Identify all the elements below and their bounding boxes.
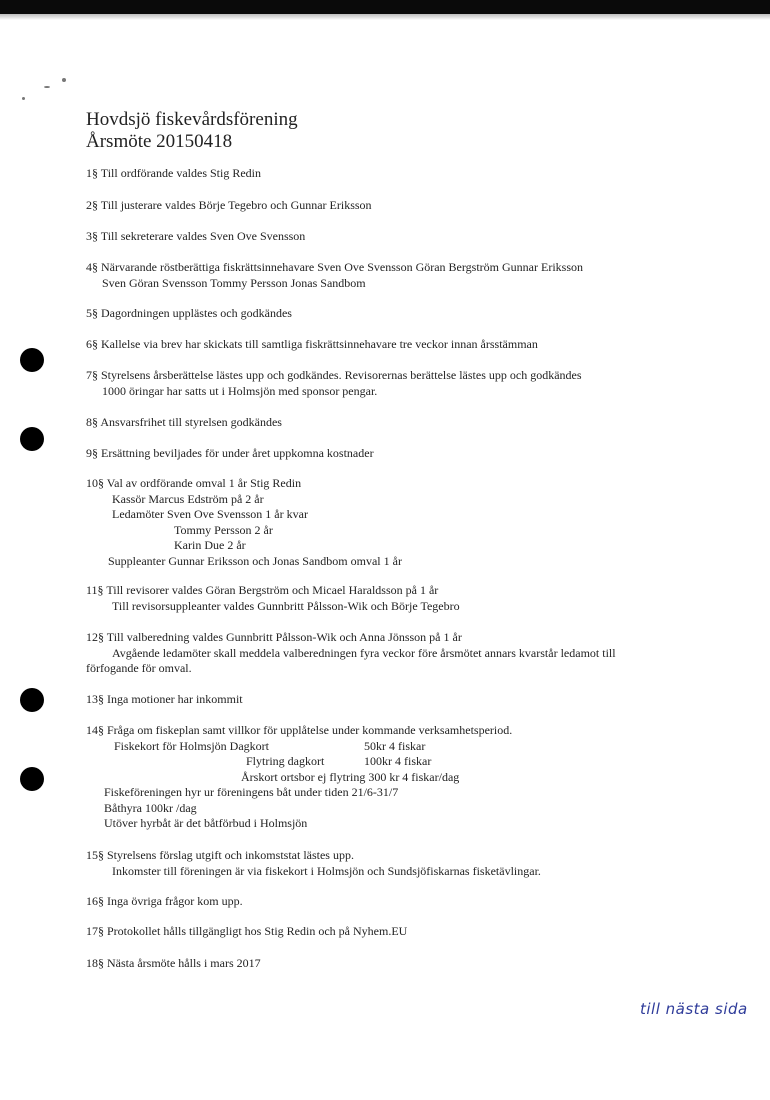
paragraph-4 bbox=[86, 260, 746, 291]
scan-speck bbox=[62, 78, 66, 82]
paragraph-15 bbox=[86, 848, 746, 879]
paragraph-line: 13§ Inga motioner har inkommit bbox=[86, 692, 243, 706]
price-row-label: Fiskekort för Holmsjön Dagkort bbox=[114, 738, 269, 753]
paragraph-16 bbox=[86, 894, 746, 910]
paragraph-12 bbox=[86, 630, 746, 677]
paragraph-line: Fiskeföreningen hyr ur föreningens båt under tiden 21/6-31/7 bbox=[104, 785, 399, 799]
paragraph-line: Båthyra 100kr /dag bbox=[104, 800, 197, 815]
paragraph-line: Kassör Marcus Edström på 2 år bbox=[112, 491, 264, 506]
continued-next-page-note: till nästa sida bbox=[640, 1000, 748, 1018]
paragraph-line: 2§ Till justerare valdes Börje Tegebro och Gunnar Eriksson bbox=[86, 198, 372, 212]
scan-top-shadow bbox=[0, 14, 770, 20]
paragraph-line: Utöver hyrbåt är det båtförbud i Holmsjön bbox=[104, 816, 308, 830]
meeting-title: Årsmöte 20150418 bbox=[86, 131, 233, 152]
paragraph-line: 6§ Kallelse via brev har skickats till samtliga fiskrättsinnehavare tre veckor innan årsstämman bbox=[86, 337, 538, 351]
paragraph-2 bbox=[86, 198, 746, 214]
paragraph-line: Ledamöter Sven Ove Svensson 1 år kvar bbox=[112, 507, 308, 521]
price-row-daycard bbox=[86, 739, 746, 755]
paragraph-line: Sven Göran Svensson Tommy Persson Jonas Sandbom bbox=[102, 275, 366, 290]
paragraph-7 bbox=[86, 368, 746, 399]
price-row-float-ring bbox=[86, 754, 746, 770]
paragraph-line: 1000 öringar har satts ut i Holmsjön med sponsor pengar. bbox=[102, 383, 378, 398]
scan-speck bbox=[44, 86, 50, 88]
paragraph-10 bbox=[86, 476, 746, 569]
paragraph-line: Karin Due 2 år bbox=[174, 538, 246, 552]
punch-hole bbox=[20, 767, 44, 791]
paragraph-9 bbox=[86, 446, 746, 462]
price-row-annual bbox=[86, 770, 746, 786]
scan-speck bbox=[22, 97, 25, 100]
paragraph-line: 11§ Till revisorer valdes Göran Bergström och Micael Haraldsson på 1 år bbox=[86, 583, 439, 597]
paragraph-6 bbox=[86, 337, 746, 353]
paragraph-17 bbox=[86, 924, 746, 940]
paragraph-3 bbox=[86, 229, 746, 245]
paragraph-line: 17§ Protokollet hålls tillgängligt hos Stig Redin och på Nyhem.EU bbox=[86, 924, 408, 938]
punch-hole bbox=[20, 348, 44, 372]
paragraph-line: 7§ Styrelsens årsberättelse lästes upp och godkändes. Revisorernas berättelse lästes upp och godkändes bbox=[86, 368, 582, 382]
paragraph-line: Tommy Persson 2 år bbox=[174, 522, 273, 537]
paragraph-line: Inkomster till föreningen är via fiskekort i Holmsjön och Sundsjöfiskarnas fisketävlingar. bbox=[112, 863, 541, 878]
paragraph-line: 5§ Dagordningen upplästes och godkändes bbox=[86, 306, 292, 320]
paragraph-8 bbox=[86, 415, 746, 431]
paragraph-line: 1§ Till ordförande valdes Stig Redin bbox=[86, 166, 261, 180]
paragraph-line: 8§ Ansvarsfrihet till styrelsen godkändes bbox=[86, 415, 282, 429]
paragraph-line: 4§ Närvarande röstberättiga fiskrättsinnehavare Sven Ove Svensson Göran Bergström Gunnar Eriksson bbox=[86, 260, 583, 274]
paragraph-line: Suppleanter Gunnar Eriksson och Jonas Sandbom omval 1 år bbox=[108, 553, 402, 568]
association-title: Hovdsjö fiskevårdsförening bbox=[86, 109, 298, 130]
scan-top-edge bbox=[0, 0, 770, 14]
paragraph-line: Till revisorsuppleanter valdes Gunnbritt Pålsson-Wik och Börje Tegebro bbox=[112, 598, 460, 613]
punch-hole bbox=[20, 427, 44, 451]
price-row-label: Flytring dagkort bbox=[246, 754, 325, 768]
paragraph-line: 3§ Till sekreterare valdes Sven Ove Svensson bbox=[86, 229, 306, 243]
paragraph-11 bbox=[86, 583, 746, 614]
paragraph-line: 12§ Till valberedning valdes Gunnbritt Pålsson-Wik och Anna Jönsson på 1 år bbox=[86, 630, 462, 644]
paragraph-line: 18§ Nästa årsmöte hålls i mars 2017 bbox=[86, 956, 261, 970]
price-row-value: 100kr 4 fiskar bbox=[364, 754, 432, 768]
punch-hole bbox=[20, 688, 44, 712]
price-row-value: 50kr 4 fiskar bbox=[364, 738, 426, 753]
paragraph-5 bbox=[86, 306, 746, 322]
paragraph-line: 16§ Inga övriga frågor kom upp. bbox=[86, 894, 243, 908]
paragraph-line: förfogande för omval. bbox=[86, 661, 192, 675]
paragraph-13 bbox=[86, 692, 746, 708]
paragraph-14 bbox=[86, 723, 746, 832]
price-row-label: Årskort ortsbor ej flytring 300 kr 4 fiskar/dag bbox=[241, 769, 460, 784]
paragraph-line: 14§ Fråga om fiskeplan samt villkor för upplåtelse under kommande verksamhetsperiod. bbox=[86, 723, 513, 737]
paragraph-line: 15§ Styrelsens förslag utgift och inkomststat lästes upp. bbox=[86, 848, 354, 862]
minutes-document bbox=[86, 108, 746, 970]
paragraph-line: 9§ Ersättning beviljades för under året uppkomna kostnader bbox=[86, 446, 374, 460]
paragraph-line: Avgående ledamöter skall meddela valberedningen fyra veckor före årsmötet annars kvarstår ledamot till bbox=[112, 645, 616, 660]
paragraph-line: 10§ Val av ordförande omval 1 år Stig Redin bbox=[86, 476, 302, 490]
paragraph-18 bbox=[86, 956, 746, 972]
paragraph-1 bbox=[86, 166, 746, 182]
